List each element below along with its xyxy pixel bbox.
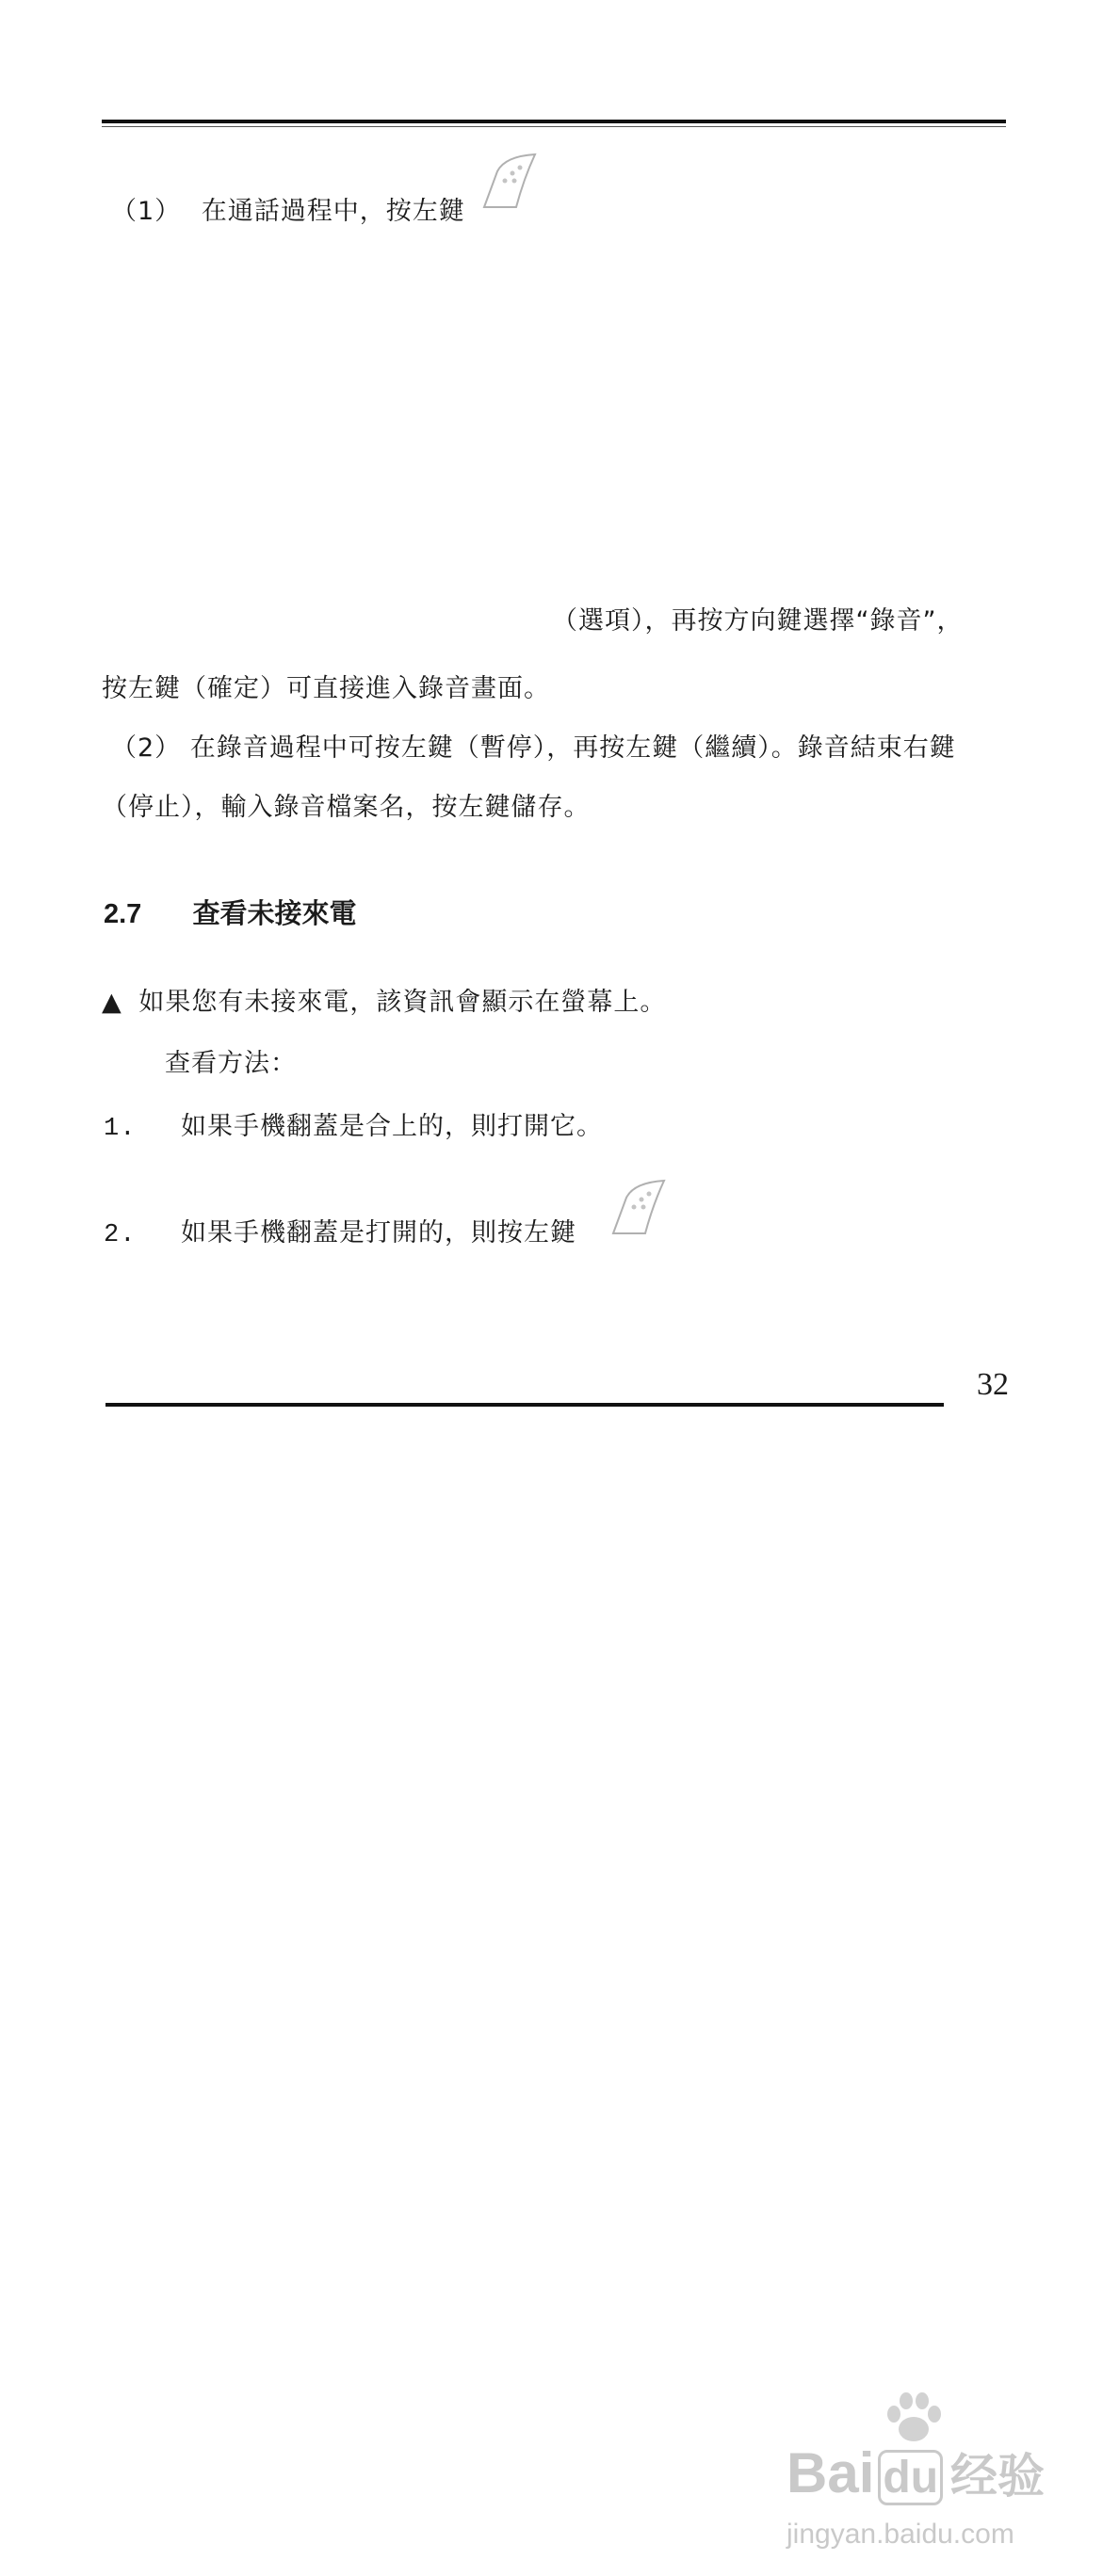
bullet-text: 如果您有未接來電，該資訊會顯示在螢幕上。 [138,988,667,1017]
left-soft-key-icon [478,151,544,213]
step2-number: 2. [104,1221,137,1249]
section-title: 查看未接來電 [192,897,357,929]
step2 [104,1215,576,1254]
para1-line3: 按左鍵（確定）可直接進入錄音畫面。 [102,674,550,703]
top-rule [102,120,1006,123]
left-soft-key-icon-step2 [608,1177,673,1239]
watermark-du: du [878,2450,943,2505]
watermark-bai: Bai [787,2441,875,2504]
watermark-logo [787,2439,1045,2506]
step1-text: 如果手機翻蓋是合上的，則打開它。 [181,1112,603,1141]
watermark-url: jingyan.baidu.com [787,2519,1014,2550]
para2-line1: （2） 在錄音過程中可按左鍵（暫停），再按左鍵（繼續）。錄音結束右鍵 [111,733,956,763]
step1 [104,1108,603,1148]
top-rule-thin [102,126,1006,127]
bullet-symbol: ▲ [102,988,122,1017]
page-number: 32 [977,1367,1009,1402]
section-number: 2.7 [104,899,142,929]
bottom-rule [105,1403,944,1407]
step2-text: 如果手機翻蓋是打開的，則按左鍵 [181,1218,576,1248]
para1-line1 [111,193,465,231]
para1-line2: （選項），再按方向鍵選擇“錄音”， [552,606,964,636]
para2-line2: （停止），輸入錄音檔案名，按左鍵儲存。 [102,793,591,822]
baidu-watermark [787,2391,1088,2561]
section-heading [104,893,356,931]
step1-number: 1. [104,1115,137,1143]
para1-item-number: （1） [111,197,182,226]
method-label: 查看方法： [165,1049,297,1078]
bullet-line [102,984,666,1022]
para1-text: 在通話過程中，按左鍵 [201,197,465,226]
watermark-jingyan: 经验 [950,2450,1046,2503]
